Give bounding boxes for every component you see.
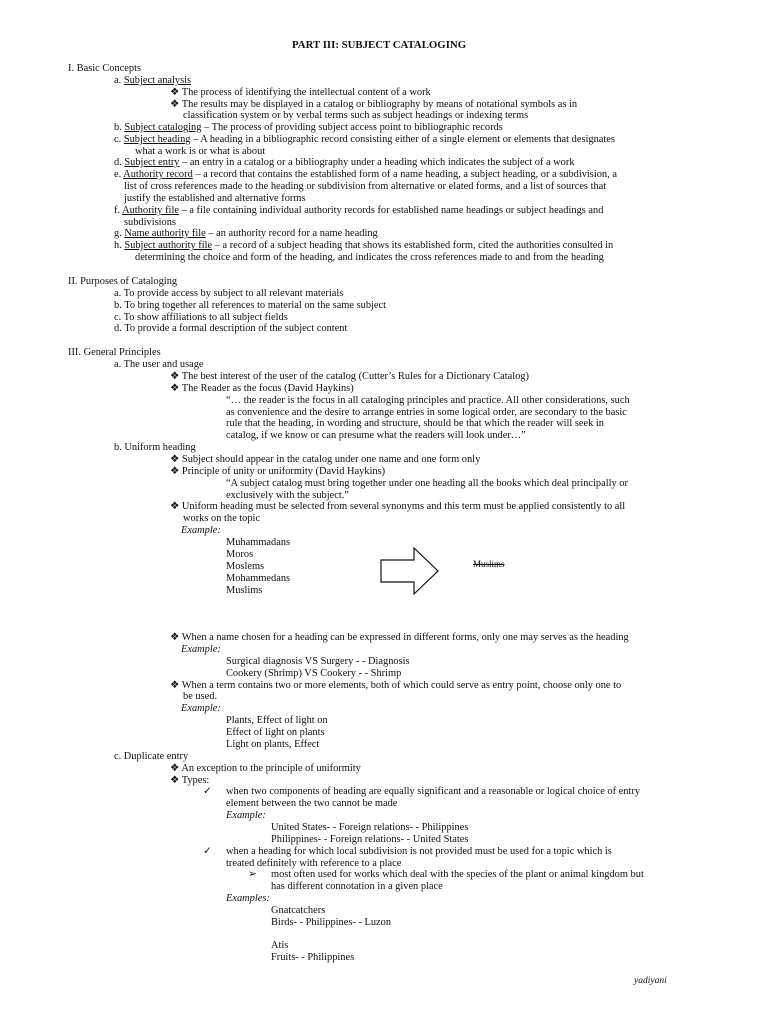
text-line [183, 110, 528, 122]
line-text: Birds- - Philippines- - Luzon [271, 917, 392, 928]
line-text: Surgical diagnosis VS Surgery - - Diagnosis [226, 656, 410, 667]
line-text: Mohammedans [226, 573, 291, 584]
text-line [226, 727, 325, 739]
text-line [170, 501, 625, 513]
line-text: III. General Principles [68, 347, 161, 358]
line-text: Light on plants, Effect [226, 739, 320, 750]
definition-text: – an authority record for a name heading [205, 228, 378, 239]
text-line [226, 810, 266, 822]
line-text: list of cross references made to the heading or subdivision from alternative or elated forms, and a list of sources that [124, 181, 607, 192]
text-line [124, 193, 306, 205]
text-line [226, 395, 630, 407]
line-text: most often used for works which deal with the species of the plant or animal kingdom but [271, 869, 644, 880]
line-text: determining the choice and form of the heading, and indicates the cross references made to and from the heading [135, 252, 604, 263]
page-title: PART III: SUBJECT CATALOGING [292, 39, 467, 51]
line-text: Example: [181, 644, 221, 655]
text-line [226, 798, 397, 810]
text-line [170, 763, 361, 775]
line-text: h. [114, 240, 125, 251]
text-line [271, 834, 468, 846]
defined-term: Subject analysis [123, 75, 192, 86]
line-text: ❖ The best interest of the user of the catalog (Cutter’s Rules for a Dictionary Catalog) [170, 371, 529, 382]
text-line [170, 87, 431, 99]
text-line [226, 549, 253, 561]
definition-text: – A heading in a bibliographic record consisting either of a single element or elements that designates [190, 134, 615, 145]
text-line [271, 940, 288, 952]
line-text: exclusively with the subject.” [226, 490, 349, 501]
line-text: ❖ When a term contains two or more elements, both of which could serve as entry point, choose only one to [170, 680, 622, 691]
text-line [226, 668, 401, 680]
text-line [114, 134, 615, 146]
text-line [114, 169, 617, 181]
text-line [226, 478, 628, 490]
text-line [114, 240, 613, 252]
line-text: g. [114, 228, 125, 239]
line-text: classification system or by verbal terms such as subject headings or indexing terms [183, 110, 529, 121]
line-text: Example: [181, 703, 221, 714]
text-line [226, 786, 640, 798]
line-text: Moslems [226, 561, 265, 572]
text-line [226, 585, 262, 597]
text-line [114, 157, 575, 169]
definition-text: – a file containing individual authority records for established name headings or subject headings and [178, 205, 604, 216]
line-text: catalog, if we know or can presume what the readers will look under…” [226, 430, 526, 441]
defined-term: Subject heading [123, 134, 191, 145]
text-line [170, 454, 480, 466]
line-text: ❖ The process of identifying the intellectual content of a work [170, 87, 431, 98]
text-line [271, 917, 391, 929]
text-line [226, 430, 526, 442]
text-line [170, 466, 385, 478]
line-text: Muslims [226, 585, 263, 596]
text-line [226, 893, 270, 905]
text-line [181, 703, 221, 715]
line-text: Moros [226, 549, 254, 560]
line-text: II. Purposes of Cataloging [68, 276, 178, 287]
line-text: Examples: [226, 893, 270, 904]
line-text: d. To provide a formal description of the subject content [114, 323, 348, 334]
defined-term: Subject authority file [124, 240, 213, 251]
definition-text: – a record of a subject heading that shows its established form, cited the authorities consulted in [212, 240, 614, 251]
text-line [226, 739, 319, 751]
text-line [114, 122, 503, 134]
text-line [271, 905, 325, 917]
line-text: d. [114, 157, 125, 168]
text-line [271, 952, 354, 964]
defined-term: Name authority file [124, 228, 206, 239]
line-text: Gnatcatchers [271, 905, 326, 916]
text-line [170, 632, 629, 644]
definition-text: – The process of providing subject access point to bibliographic records [201, 122, 503, 133]
line-text: treated definitely with reference to a place [226, 858, 402, 869]
line-text: United States- - Foreign relations- - Philippines [271, 822, 469, 833]
line-text: works on the topic [183, 513, 261, 524]
line-text: a. [114, 75, 124, 86]
line-text: a. The user and usage [114, 359, 204, 370]
defined-term: Subject entry [124, 157, 180, 168]
text-line [271, 869, 644, 881]
text-line [114, 323, 347, 335]
line-text: ❖ When a name chosen for a heading can be expressed in different forms, only one may serves as the heading [170, 632, 629, 643]
text-line [183, 513, 260, 525]
line-text: Muslims [473, 559, 505, 569]
text-line [271, 822, 468, 834]
line-text: when two components of heading are equally significant and a reasonable or logical choice of entry [226, 786, 641, 797]
text-line [226, 573, 290, 585]
line-text: rule that the heading, in wording and structure, should be that which the reader will seek in [226, 418, 604, 429]
line-text: b. Uniform heading [114, 442, 196, 453]
line-text: Muhammadans [226, 537, 291, 548]
definition-text: – a record that contains the established form of a name heading, a subject heading, or a subdivision, a [192, 169, 617, 180]
defined-term: Authority record [123, 169, 193, 180]
defined-term: Subject cataloging [124, 122, 202, 133]
line-text: as convenience and the desire to arrange entries in some logical order, are secondary to the basic [226, 407, 627, 418]
line-text: ❖ Uniform heading must be selected from several synonyms and this term must be applied consistently to all [170, 501, 626, 512]
line-text: subdivisions [124, 217, 176, 228]
text-line [114, 751, 188, 763]
line-text: Cookery (Shrimp) VS Cookery - - Shrimp [226, 668, 402, 679]
line-text: Plants, Effect of light on [226, 715, 328, 726]
line-text: Atis [271, 940, 289, 951]
text-line [226, 418, 604, 430]
text-line [114, 228, 378, 240]
line-text: a. To provide access by subject to all relevant materials [114, 288, 344, 299]
line-text: Philippines- - Foreign relations- - United States [271, 834, 469, 845]
text-line [114, 205, 603, 217]
text-line [68, 276, 177, 288]
line-text: b. To bring together all references to material on the same subject [114, 300, 387, 311]
line-text: Effect of light on plants [226, 727, 325, 738]
line-text: ❖ Types: [170, 775, 210, 786]
text-line [181, 525, 221, 537]
text-line [203, 846, 212, 858]
text-line [114, 442, 196, 454]
line-text: f. [114, 205, 123, 216]
text-line [68, 63, 141, 75]
line-text: ❖ The Reader as the focus (David Haykins) [170, 383, 354, 394]
definition-text: – an entry in a catalog or a bibliography under a heading which indicates the subject of a work [179, 157, 575, 168]
line-text: c. To show affiliations to all subject fields [114, 312, 288, 323]
line-text: Fruits- - Philippines [271, 952, 355, 963]
text-line [68, 347, 161, 359]
text-line [226, 537, 290, 549]
text-line [271, 881, 443, 893]
line-text: “… the reader is the focus in all cataloging principles and practice. All other considerations, such [226, 395, 630, 406]
line-text: ❖ Subject should appear in the catalog under one name and one form only [170, 454, 481, 465]
line-text: has different connotation in a given place [271, 881, 443, 892]
text-line [248, 869, 257, 881]
line-text: Example: [181, 525, 221, 536]
line-text: c. Duplicate entry [114, 751, 189, 762]
text-line [170, 680, 621, 692]
line-text: b. [114, 122, 125, 133]
text-line [473, 558, 505, 570]
line-text: ✓ [203, 786, 212, 797]
line-text: when a heading for which local subdivision is not provided must be used for a topic which is [226, 846, 612, 857]
line-text: ✓ [203, 846, 212, 857]
text-line [226, 561, 264, 573]
line-text: e. [114, 169, 124, 180]
defined-term: Authority file [122, 205, 179, 216]
right-arrow-icon [380, 546, 440, 596]
line-text: “A subject catalog must bring together under one heading all the books which deal principally or [226, 478, 628, 489]
line-text: what a work is or what is about [135, 146, 266, 157]
line-text: be used. [183, 691, 218, 702]
text-line [114, 75, 191, 87]
line-text: ❖ An exception to the principle of uniformity [170, 763, 361, 774]
text-line [170, 383, 354, 395]
text-line [226, 846, 612, 858]
text-line [170, 371, 529, 383]
line-text: Example: [226, 810, 266, 821]
text-line [124, 181, 606, 193]
text-line [114, 300, 386, 312]
text-line [183, 691, 217, 703]
line-text: element between the two cannot be made [226, 798, 398, 809]
line-text: c. [114, 134, 124, 145]
text-line [181, 644, 221, 656]
text-line [114, 359, 204, 371]
text-line [226, 715, 328, 727]
text-line [226, 656, 410, 668]
text-line [203, 786, 212, 798]
line-text: ➢ [248, 869, 257, 880]
text-line [114, 288, 343, 300]
line-text: ❖ The results may be displayed in a catalog or bibliography by means of notational symbols as in [170, 99, 578, 110]
line-text: I. Basic Concepts [68, 63, 142, 74]
line-text: ❖ Principle of unity or uniformity (David Haykins) [170, 466, 386, 477]
text-line [135, 252, 604, 264]
author-signature: yadiyani [634, 976, 667, 986]
line-text: justify the established and alternative forms [124, 193, 306, 204]
